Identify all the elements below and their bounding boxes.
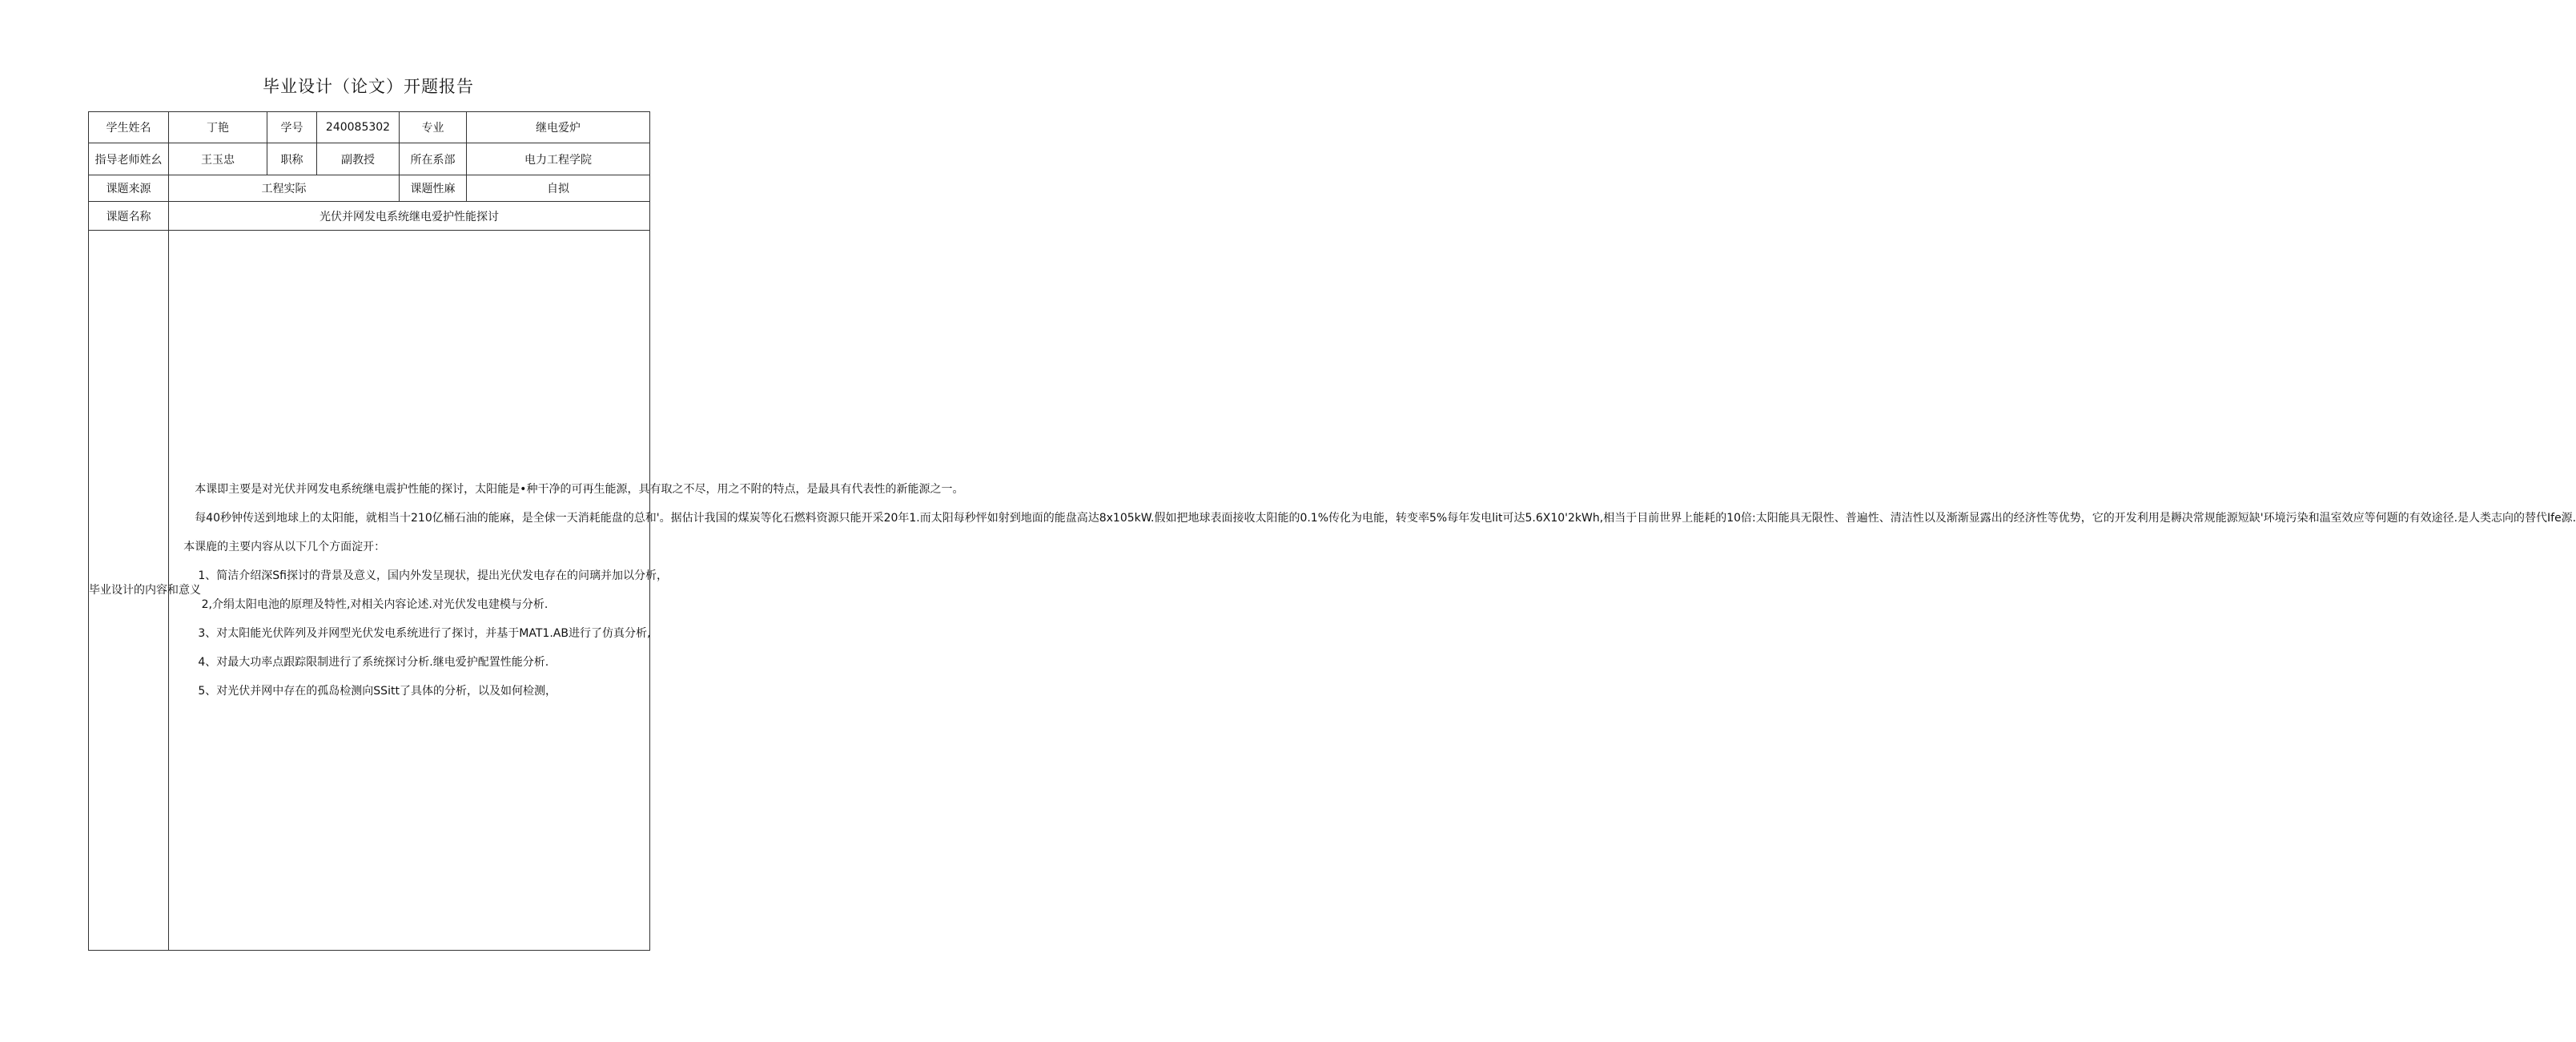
topic-source-label: 课题来源 (89, 175, 169, 202)
department-value: 电力工程学院 (467, 143, 650, 175)
major-value: 继电爱炉 (467, 112, 650, 143)
advisor-name-label: 指导老师姓幺 (89, 143, 169, 175)
topic-source-value: 工程实际 (169, 175, 400, 202)
report-form-table (88, 111, 2576, 951)
student-name-label: 学生姓名 (89, 112, 169, 143)
topic-name-value: 光伏并网发电系统继电爱护性能探讨 (169, 202, 650, 231)
content-list-item: 3、对太阳能光伏阵列及并网型光伏发电系统进行了探讨，并基于MAT1.AB进行了仿真分析, (198, 627, 651, 640)
topic-nature-label: 课题性麻 (400, 175, 467, 202)
content-paragraph: 本课即主要是对光伏并网发电系统继电震护性能的探讨，太阳能是•种干净的可再生能源，具有取之不尽，用之不附的特点，是最具有代表性的新能源之一。 (195, 483, 964, 496)
advisor-title-label: 职称 (267, 143, 317, 175)
content-paragraph: 本课鹿的主要内容从以下几个方面淀开： (183, 541, 386, 553)
content-significance-label: 毕业设计的内容和意义 (89, 231, 169, 951)
major-label: 专业 (400, 112, 467, 143)
content-significance-cell (169, 231, 2576, 951)
advisor-name-value: 王玉忠 (169, 143, 267, 175)
table-row (89, 202, 650, 231)
content-paragraph: 每40秒钟传送到地球上的太阳能，就相当十210亿桶石油的能麻，是全俅一天消耗能盘的总和'。据估计我国的煤炭等化石燃料资源只能开采20年1.而太阳每秒怦如射到地面的能盘高达8x105kW.假如把地球表面接收太阳能的0.1%传化为电能，转变率5%每年发电lit可达5.6X10'2kWh,相当于目前世界上能耗的10倍:太阳能具无限性、普遍性、清洁性以及渐渐显露出的经济性等优势，它的开发利用是耨决常规能源短缺'环境污染和温室效应等何题的有效途径.是人类志向的替代Ife源. (195, 512, 2576, 525)
advisor-title-value: 副教授 (317, 143, 400, 175)
student-id-label: 学号 (267, 112, 317, 143)
topic-nature-value: 自拟 (467, 175, 650, 202)
content-list-item: 1、简洁介绍深Sfi探讨的背景及意义，国内外发呈现状，提出光伏发电存在的问璃并加以分析， (198, 569, 669, 582)
content-list-item: 5、对光伏并网中存在的孤岛检测向SSitt了具体的分析，以及如何检测， (198, 685, 557, 698)
page-title: 毕业设计（论文）开题报告 (263, 77, 474, 96)
content-list-item: 2,介绢太阳电池的原理及特性,对相关内容论述.对光伏发电建模与分析. (201, 598, 549, 611)
table-row (89, 143, 650, 175)
topic-name-label: 课题名称 (89, 202, 169, 231)
table-row (89, 112, 650, 143)
table-row (89, 231, 650, 951)
department-label: 所在系部 (400, 143, 467, 175)
student-id-value: 240085302 (317, 112, 400, 143)
content-list-item: 4、对最大功率点跟踪限制进行了系统探讨分析.继电爱护配置性能分析. (198, 656, 549, 669)
student-name-value: 丁艳 (169, 112, 267, 143)
table-row (89, 175, 650, 202)
